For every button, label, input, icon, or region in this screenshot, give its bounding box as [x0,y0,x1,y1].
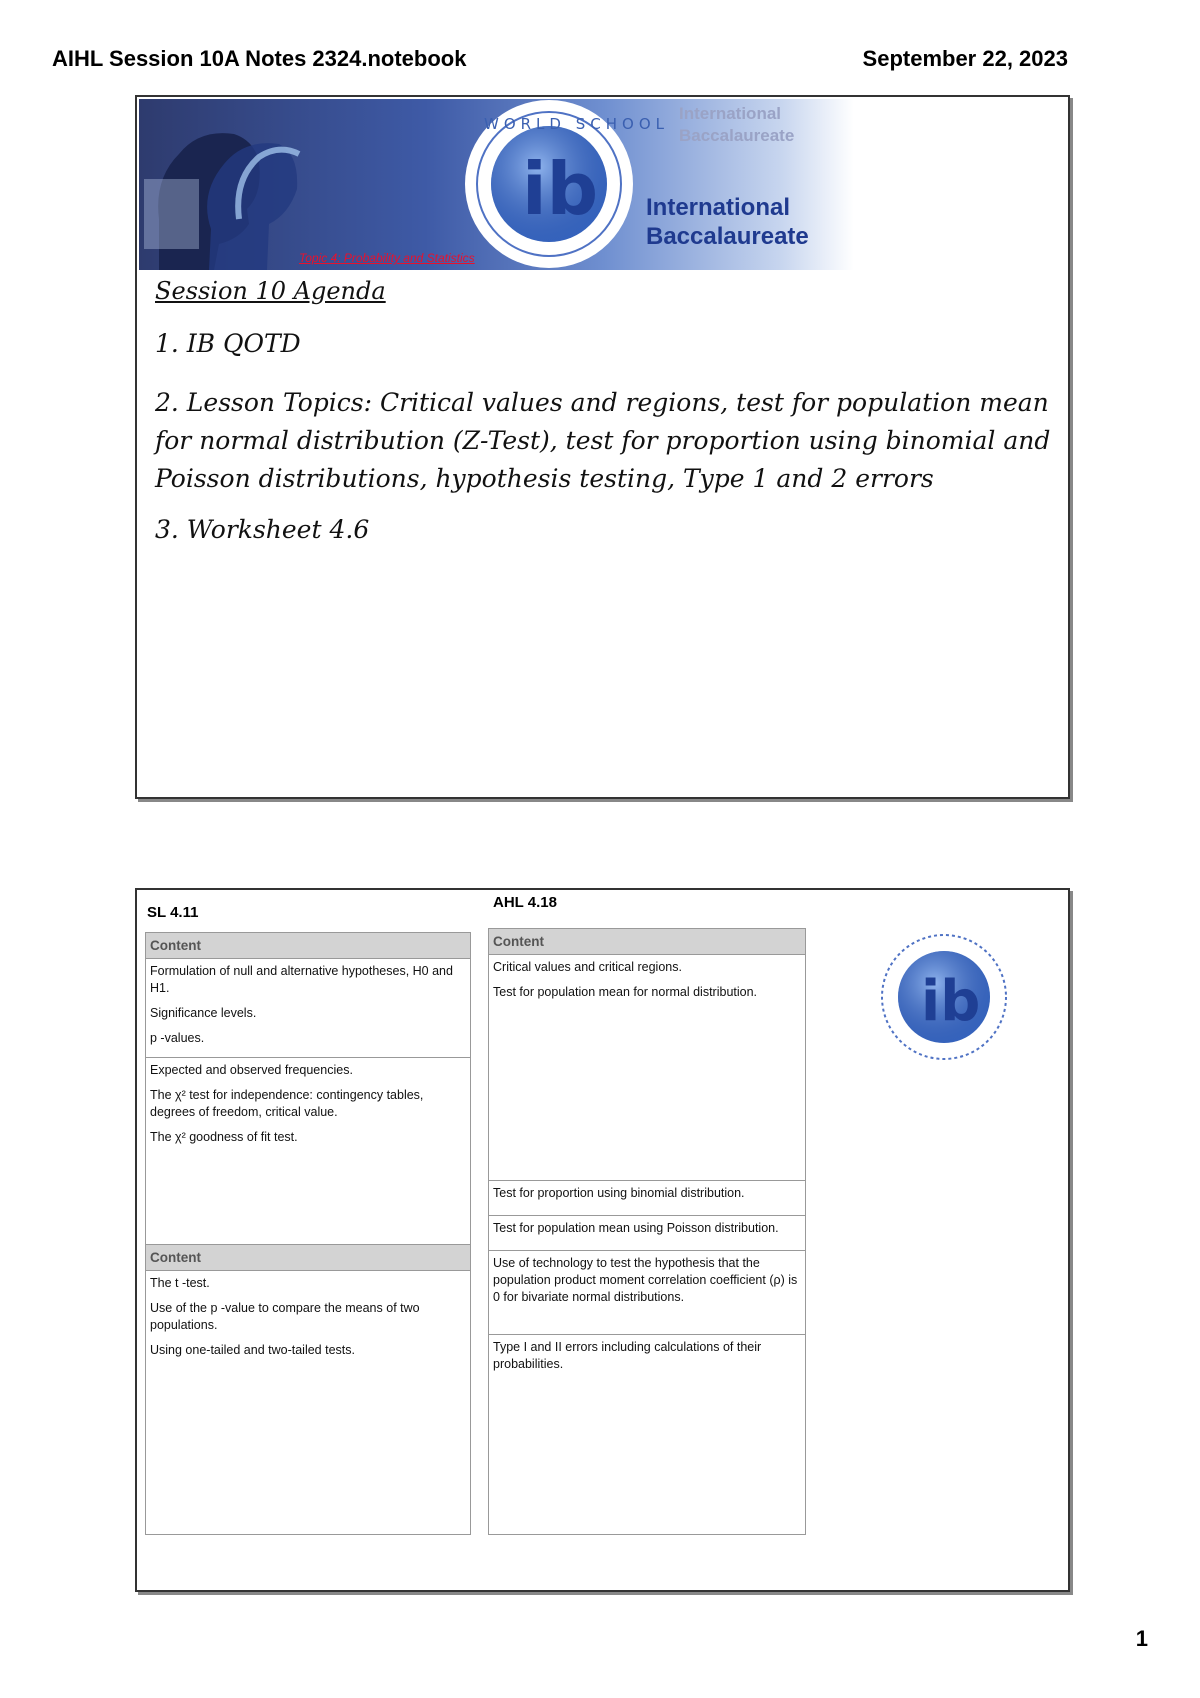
table-cell: Test for proportion using binomial distribution. [489,1181,805,1216]
slide-agenda [135,95,1070,799]
table-header: Content [146,1245,470,1271]
sl-content-table-2 [145,1244,471,1535]
sl-content-table [145,932,471,1245]
ahl-content-table [488,928,806,1535]
table-cell: Expected and observed frequencies. The χ² test for independence: contingency tables, degrees of freedom, critical value. The χ² goodness of fit test. [150,1063,424,1144]
table-cell: Test for population mean using Poisson distribution. [489,1216,805,1251]
svg-text:WORLD SCHOOL: WORLD SCHOOL [484,115,669,133]
agenda-item-3: 3. Worksheet 4.6 [155,515,370,544]
sl-title: SL 4.11 [147,904,199,921]
banner-ib-small-text: International Baccalaureate [679,104,795,145]
agenda-title: Session 10 Agenda [155,277,386,305]
table-cell: Critical values and critical regions. Test for population mean for normal distribution. [489,955,805,1181]
table-cell: Use of technology to test the hypothesis that the population product moment correlation coefficient (ρ) is 0 for bivariate normal distributions. [489,1251,805,1335]
table-header: Content [146,933,470,959]
banner-ib-big-text: International Baccalaureate [646,194,809,250]
notebook-title: AIHL Session 10A Notes 2324.notebook [52,46,467,71]
svg-text:ib: ib [921,969,981,1034]
ib-banner-image [139,99,854,270]
table-cell: Formulation of null and alternative hypotheses, H0 and H1. Significance levels. p -values. [146,959,470,1058]
notebook-date: September 22, 2023 [862,46,1068,71]
agenda-item-2: 2. Lesson Topics: Critical values and regions, test for population mean for normal distribution (Z-Test), test for proportion using binomial and Poisson distributions, hypothesis testing, Type 1 and 2 errors [155,388,1051,493]
svg-text:ib: ib [522,147,599,231]
agenda-item-1: 1. IB QOTD [155,329,301,358]
topic-link[interactable]: Topic 4: Probability and Statistics [299,251,475,265]
table-cell: Type I and II errors including calculations of their probabilities. [493,1340,762,1371]
table-header: Content [489,929,805,955]
page-number: 1 [1135,1626,1148,1651]
table-cell: The t -test. Use of the p -value to compare the means of two populations. Using one-tailed and two-tailed tests. [150,1276,420,1357]
ahl-title: AHL 4.18 [493,894,557,911]
ib-logo-icon [879,932,1009,1062]
slide-syllabus [135,888,1070,1592]
